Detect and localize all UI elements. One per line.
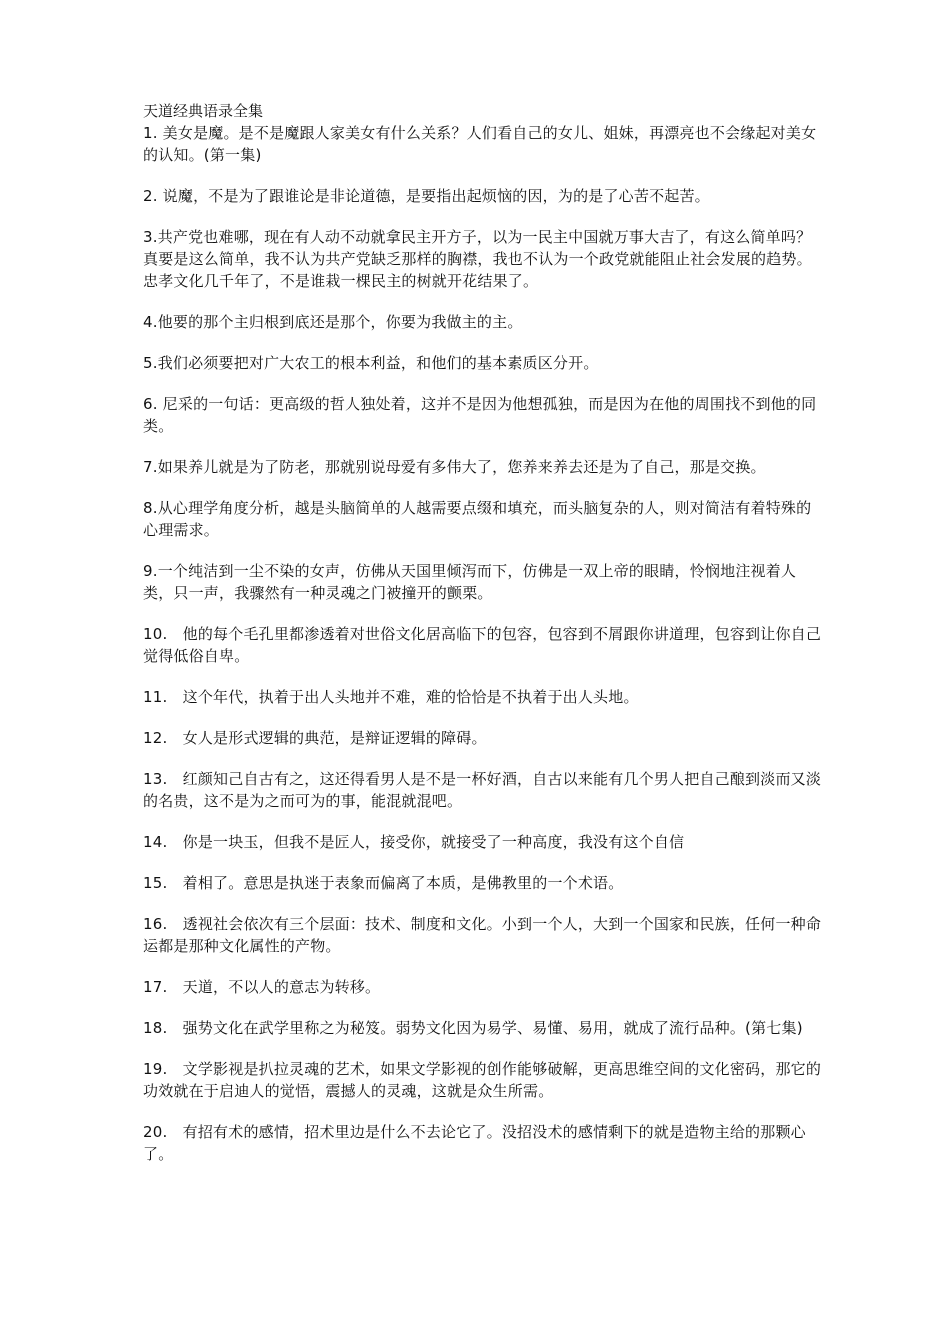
quote-entry: 2. 说魔，不是为了跟谁论是非论道德，是要指出起烦恼的因，为的是了心苦不起苦。: [143, 187, 710, 205]
quote-entry: 4.他要的那个主归根到底还是那个，你要为我做主的主。: [143, 313, 523, 331]
quote-entry: 3.共产党也难哪，现在有人动不动就拿民主开方子，以为一民主中国就万事大吉了，有这么简单吗？真要是这么简单，我不认为共产党缺乏那样的胸襟，我也不认为一个政党就能阻止社会发展的趋势。忠孝文化几千年了，不是谁栽一棵民主的树就开花结果了。: [143, 228, 812, 290]
document-title: 天道经典语录全集: [143, 102, 264, 120]
quote-entry: 15. 着相了。意思是执迷于表象而偏离了本质，是佛教里的一个术语。: [143, 874, 624, 892]
quote-entry: 12. 女人是形式逻辑的典范，是辩证逻辑的障碍。: [143, 729, 487, 747]
quote-entry: 6. 尼采的一句话：更高级的哲人独处着，这并不是因为他想孤独，而是因为在他的周围找不到他的同类。: [143, 395, 817, 435]
quote-entry: 5.我们必须要把对广大农工的根本利益，和他们的基本素质区分开。: [143, 354, 599, 372]
quote-entry: 10. 他的每个毛孔里都渗透着对世俗文化居高临下的包容，包容到不屑跟你讲道理，包容到让你自己觉得低俗自卑。: [143, 625, 822, 665]
quote-entry: 18. 强势文化在武学里称之为秘笈。弱势文化因为易学、易懂、易用，就成了流行品种。(第七集): [143, 1019, 803, 1037]
quote-entry: 14. 你是一块玉，但我不是匠人，接受你，就接受了一种高度，我没有这个自信: [143, 833, 685, 851]
quote-entry: 16. 透视社会依次有三个层面：技术、制度和文化。小到一个人，大到一个国家和民族，任何一种命运都是那种文化属性的产物。: [143, 915, 822, 955]
quote-entry: 20. 有招有术的感情，招术里边是什么不去论它了。没招没术的感情剩下的就是造物主给的那颗心了。: [143, 1123, 806, 1163]
quote-entry: 7.如果养儿就是为了防老，那就别说母爱有多伟大了，您养来养去还是为了自己，那是交换。: [143, 458, 766, 476]
quote-entry: 19. 文学影视是扒拉灵魂的艺术，如果文学影视的创作能够破解，更高思维空间的文化密码，那它的功效就在于启迪人的觉悟，震撼人的灵魂，这就是众生所需。: [143, 1060, 822, 1100]
quote-entry: 9.一个纯洁到一尘不染的女声，仿佛从天国里倾泻而下，仿佛是一双上帝的眼睛，怜悯地注视着人类，只一声，我骤然有一种灵魂之门被撞开的颤栗。: [143, 562, 797, 602]
quote-entry: 11. 这个年代，执着于出人头地并不难，难的恰恰是不执着于出人头地。: [143, 688, 639, 706]
quote-entry: 17. 天道，不以人的意志为转移。: [143, 978, 381, 996]
document-page: [143, 101, 823, 1184]
quote-entry: 13. 红颜知己自古有之，这还得看男人是不是一杯好酒，自古以来能有几个男人把自己酿到淡而又淡的名贵，这不是为之而可为的事，能混就混吧。: [143, 770, 822, 810]
quote-entry: 1. 美女是魔。是不是魔跟人家美女有什么关系？人们看自己的女儿、姐妹，再漂亮也不会缘起对美女的认知。(第一集): [143, 124, 817, 164]
quote-entry: 8.从心理学角度分析，越是头脑简单的人越需要点缀和填充，而头脑复杂的人，则对简洁有着特殊的心理需求。: [143, 499, 812, 539]
